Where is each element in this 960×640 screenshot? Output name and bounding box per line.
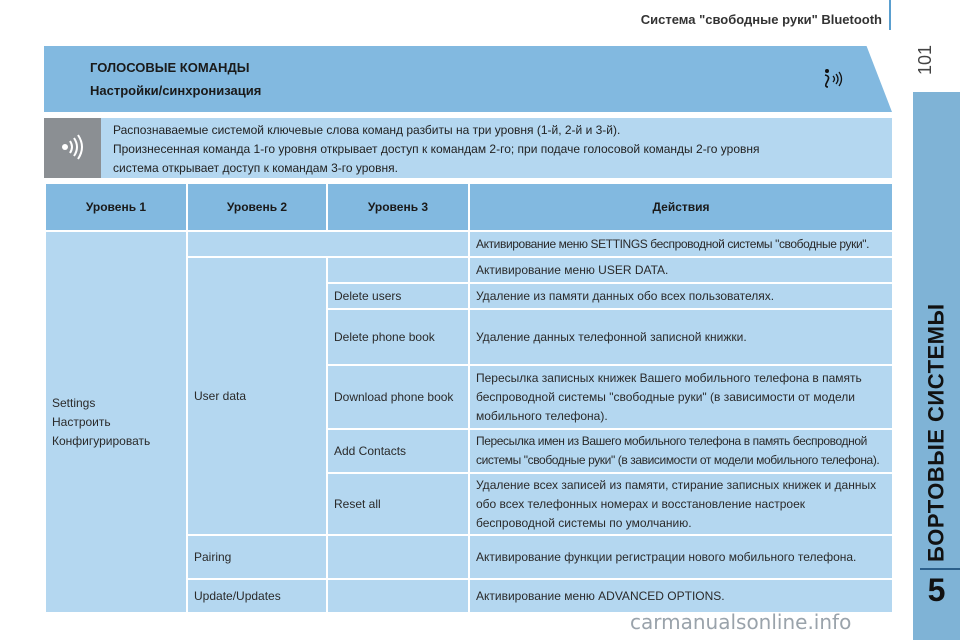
empty-cell [187, 231, 469, 257]
column-header: Действия [469, 183, 893, 231]
chapter-number: 5 [927, 572, 946, 608]
level2-cell: Update/Updates [187, 579, 327, 613]
level3-cell: Download phone book [327, 365, 469, 429]
table-header-row [45, 183, 893, 231]
section-subtitle: Настройки/синхронизация [90, 83, 262, 98]
info-line: система открывает доступ к командам 3-го уровня. [113, 161, 398, 175]
level3-cell: Reset all [327, 473, 469, 535]
table-row [45, 231, 893, 257]
column-header: Уровень 1 [45, 183, 187, 231]
header-divider [889, 0, 891, 30]
level1-keyword: Конфигурировать [52, 433, 151, 448]
section-header-band [44, 46, 892, 112]
voice-commands-table [44, 182, 894, 614]
level3-cell: Delete phone book [327, 309, 469, 365]
action-cell: Пересылка имен из Вашего мобильного телефона в память беспроводной системы "свободные руки" (в зависимости от модели мобильного телефона). [469, 429, 893, 473]
level1-keyword: Настроить [52, 414, 111, 429]
level2-cell: User data [187, 257, 327, 535]
running-header-title: Система "свободные руки" Bluetooth [640, 12, 882, 27]
info-text [113, 121, 883, 178]
action-cell: Активирование функции регистрации нового мобильного телефона. [469, 535, 893, 579]
level3-cell: Add Contacts [327, 429, 469, 473]
sound-wave-icon [58, 132, 88, 162]
column-header: Уровень 3 [327, 183, 469, 231]
section-title: ГОЛОСОВЫЕ КОМАНДЫ [90, 60, 250, 75]
info-line: Распознаваемые системой ключевые слова команд разбиты на три уровня (1-й, 2-й и 3-й). [113, 123, 621, 137]
action-cell: Активирование меню ADVANCED OPTIONS. [469, 579, 893, 613]
watermark: carmanualsonline.info [630, 610, 852, 634]
chapter-section-title: БОРТОВЫЕ СИСТЕМЫ [923, 303, 949, 562]
empty-cell [327, 257, 469, 283]
voice-command-icon [818, 64, 848, 94]
action-cell: Пересылка записных книжек Вашего мобильного телефона в память беспроводной системы "свободные руки" (в зависимости от модели мобильного телефона). [469, 365, 893, 429]
chapter-divider [920, 568, 960, 570]
page-number: 101 [915, 44, 935, 76]
empty-cell [327, 535, 469, 579]
action-cell: Удаление из памяти данных обо всех пользователях. [469, 283, 893, 309]
level1-cell [45, 231, 187, 613]
action-cell: Удаление всех записей из памяти, стирание записных книжек и данных обо всех телефонных номерах и восстановление настроек беспроводной системы по умолчанию. [469, 473, 893, 535]
column-header: Уровень 2 [187, 183, 327, 231]
action-cell: Удаление данных телефонной записной книжки. [469, 309, 893, 365]
info-line: Произнесенная команда 1-го уровня открывает доступ к командам 2-го; при подаче голосовой команды 2-го уровня [113, 142, 760, 156]
level2-cell: Pairing [187, 535, 327, 579]
level3-cell: Delete users [327, 283, 469, 309]
action-cell: Активирование меню USER DATA. [469, 257, 893, 283]
empty-cell [327, 579, 469, 613]
level1-keyword: Settings [52, 395, 96, 410]
action-cell: Активирование меню SETTINGS беспроводной системы "свободные руки". [469, 231, 893, 257]
